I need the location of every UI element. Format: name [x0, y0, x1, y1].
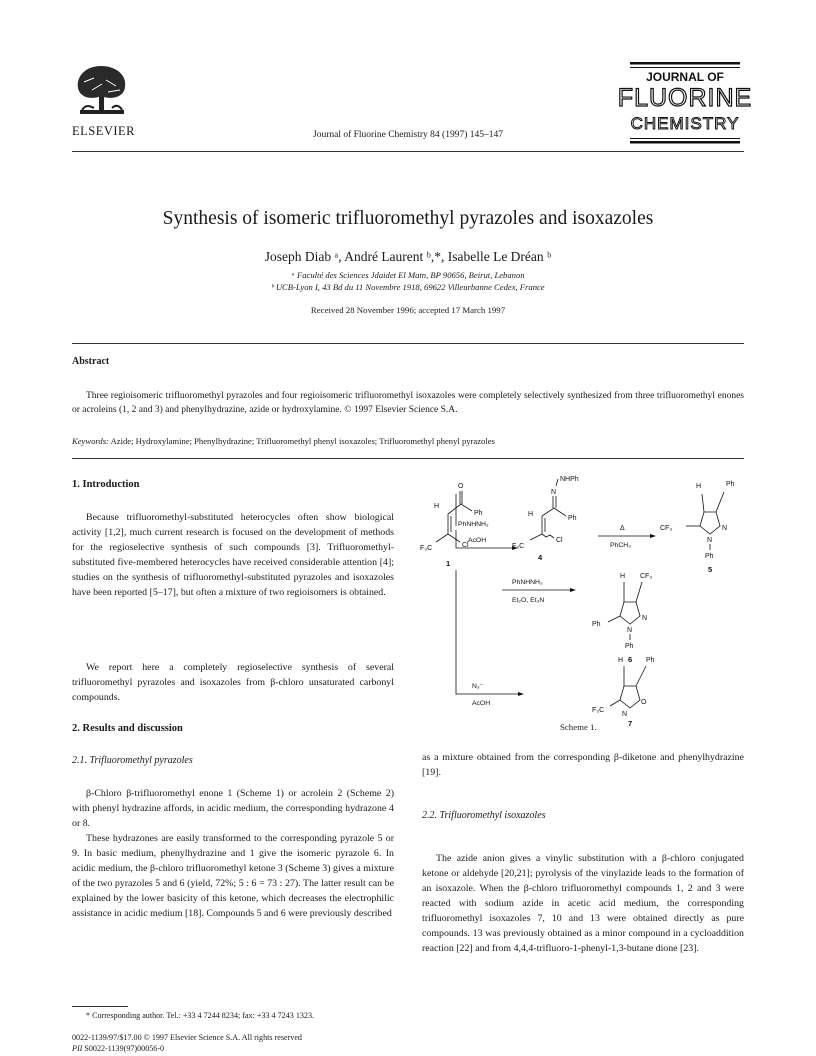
compound-6: [592, 573, 652, 664]
subsection-2-2-heading: 2.2. Trifluoromethyl isoxazoles: [422, 810, 546, 821]
pii-line: [72, 1043, 302, 1054]
pii-label: PII: [72, 1044, 83, 1053]
reagent-delta: Δ: [620, 525, 625, 532]
logo-line-1: JOURNAL OF: [646, 70, 724, 84]
label-cf3-6: CF₃: [640, 573, 653, 580]
header-rule: [72, 151, 744, 152]
label-f3c-7: F₃C: [592, 707, 605, 714]
publisher-name: ELSEVIER: [72, 124, 136, 138]
label-h-7: H: [618, 657, 624, 664]
step-to-7: [456, 570, 524, 707]
reagent-mid-cond: Et₂O, Et₃N: [512, 597, 545, 604]
reagent-top-cond: AcOH: [468, 537, 487, 544]
subsection-2-1-heading: 2.1. Trifluoromethyl pyrazoles: [72, 755, 193, 766]
reagent-bottom-cond: AcOH: [472, 700, 491, 707]
label-ph-5: Ph: [726, 481, 735, 488]
abstract-heading: Abstract: [72, 356, 110, 367]
compound-number-7: 7: [628, 719, 633, 728]
scheme-1-diagram: [420, 474, 746, 726]
label-h-1: H: [434, 503, 440, 510]
reagent-bottom: N₃⁻: [472, 683, 484, 690]
elsevier-tree-logo: [72, 60, 130, 118]
abstract-bottom-rule: [72, 458, 744, 459]
scheme-caption: Scheme 1.: [560, 722, 597, 732]
label-n-6a: N: [642, 615, 648, 622]
compound-number-1: 1: [446, 559, 451, 568]
footnote-rule: [72, 1006, 128, 1007]
subsection-2-1-paragraph-1: β-Chloro β-trifluoromethyl enone 1 (Scheme 1) or acrolein 2 (Scheme 2) with phenyl hydrazine affords, in acidic medium, the corresponding hydrazone 4 or 8.: [72, 788, 394, 829]
compound-5: [660, 481, 735, 574]
received-dates: Received 28 November 1996; accepted 17 March 1997: [310, 305, 506, 315]
article-title: Synthesis of isomeric trifluoromethyl pyrazoles and isoxazoles: [162, 208, 654, 229]
compound-number-6: 6: [628, 655, 633, 664]
compound-number-5: 5: [708, 565, 713, 574]
step-to-6: [502, 579, 576, 604]
intro-heading: 1. Introduction: [72, 479, 140, 490]
label-ph-6: Ph: [592, 621, 601, 628]
reagent-top: PhNHNH₂: [458, 521, 489, 528]
keywords: [72, 436, 744, 446]
logo-line-2: FLUORINE: [617, 84, 753, 112]
label-ph-4: Ph: [568, 515, 577, 522]
intro-paragraph-2: We report here a completely regioselective synthesis of several trifluoromethyl pyrazoles and isoxazoles from β-chloro unsaturated carbonyl compounds.: [72, 662, 394, 703]
label-h-5: H: [696, 483, 702, 490]
compound-number-4: 4: [538, 553, 543, 562]
label-n-4: N: [551, 489, 557, 496]
label-cl-1: Cl: [462, 542, 469, 549]
label-o: O: [458, 483, 464, 490]
compound-4: [512, 476, 579, 562]
intro-paragraph-1: Because trifluoromethyl-substituted heterocycles often show biological activity [1,2], much current research is focused on the development of methods for the regioselective synthesis of such compounds [3]. Trifluoromethyl-substituted five-membered heterocycles have received considerable attention [4]; studies on the synthesis of trifluoromethyl-substituted pyrazoles and isoxazoles have been reported [5–17], but often a mixture of two regioisomers is obtained.: [72, 512, 394, 598]
label-n-6b: N: [627, 627, 633, 634]
label-ph-5b: Ph: [705, 553, 714, 560]
label-h-6: H: [620, 573, 626, 580]
issn-line: 0022-1139/97/$17.00 © 1997 Elsevier Science S.A. All rights reserved: [72, 1033, 302, 1042]
label-cl-4: Cl: [556, 537, 563, 544]
reagent-mid: PhNHNH₂: [512, 579, 543, 586]
journal-reference: Journal of Fluorine Chemistry 84 (1997) 145–147: [313, 130, 503, 140]
label-ph-1: Ph: [474, 510, 483, 517]
keywords-label: Keywords:: [72, 436, 109, 446]
affiliation-b: ᵇ UCB-Lyon I, 43 Bd du 11 Novembre 1918, 69622 Villeurbanne Cedex, France: [271, 282, 545, 292]
label-ph-6b: Ph: [625, 643, 634, 650]
step-to-5: [598, 525, 656, 549]
reagent-delta-cond: PhCH₃: [610, 542, 631, 549]
label-f3c-1: F₃C: [420, 545, 433, 552]
pii-value: S0022-1139(97)00056-0: [82, 1044, 165, 1053]
subsection-2-1-paragraph-2: These hydrazones are easily transformed to the corresponding pyrazole 5 or 9. In basic medium, phenylhydrazine and 1 give the isomeric pyrazole 6. In acidic medium, the β-chloro trifluoromethyl ketone 3 (Scheme 3) gives a mixture of the two pyrazoles 5 and 6 (yield, 72%; 5 : 6 = 73 : 27). The latter result can be explained by the lower basicity of this ketone, which decreases the electrophilic assistance in acidic medium [18]. Compounds 5 and 6 were previously described: [72, 833, 394, 919]
compound-7: [592, 657, 655, 728]
corresponding-author-footnote: * Corresponding author. Tel.: +33 4 7244 8234; fax: +33 4 7243 1323.: [86, 1011, 315, 1020]
affiliation-a: ᵃ Faculté des Sciences Jdaidet El Matn, BP 90656, Beirut, Lebanon: [291, 270, 525, 280]
label-o-7: O: [641, 699, 647, 706]
label-n-5a: N: [722, 525, 728, 532]
logo-line-3: CHEMISTRY: [630, 114, 740, 133]
abstract-top-rule: [72, 343, 744, 344]
label-ph-7: Ph: [646, 657, 655, 664]
abstract-text: Three regioisomeric trifluoromethyl pyrazoles and four regioisomeric trifluoromethyl isoxazoles were completely selectively synthesized from three trifluoromethyl enones or acroleins (1, 2 and 3) and phenylhydrazine, azide or hydroxylamine. © 1997 Elsevier Science S.A.: [72, 391, 744, 415]
journal-logo: [617, 62, 753, 146]
label-n-5b: N: [707, 537, 713, 544]
label-n-7: N: [622, 711, 628, 718]
label-f3c-4: F₃C: [512, 543, 525, 550]
author-list: Joseph Diab ᵃ, André Laurent ᵇ,*, Isabelle Le Dréan ᵇ: [264, 249, 552, 264]
right-paragraph-1: as a mixture obtained from the corresponding β-diketone and phenylhydrazine [19].: [422, 752, 744, 778]
label-cf3-5: CF₃: [660, 525, 673, 532]
label-h-4: H: [528, 511, 534, 518]
results-heading: 2. Results and discussion: [72, 723, 183, 734]
label-nhph: NHPh: [560, 476, 579, 483]
keywords-list: Azide; Hydroxylamine; Phenylhydrazine; Trifluoromethyl phenyl isoxazoles; Trifluoromethyl phenyl pyrazoles: [108, 436, 495, 446]
subsection-2-2-paragraph-1: The azide anion gives a vinylic substitution with a β-chloro conjugated ketone or aldehyde [20,21]; pyrolysis of the vinylazide leads to the formation of an isoxazole. When the β-chloro trifluoromethyl compounds 1, 2 and 3 were reacted with sodium azide in acetic acid medium, the corresponding trifluoromethyl isoxazoles 7, 10 and 13 were obtained directly as pure compounds. 13 was previously obtained as a minor compound in a cycloaddition reaction [22] and from 4,4,4-trifluoro-1-phenyl-1,3-butane dione [23].: [422, 853, 744, 954]
copyright-block: [72, 1032, 302, 1054]
